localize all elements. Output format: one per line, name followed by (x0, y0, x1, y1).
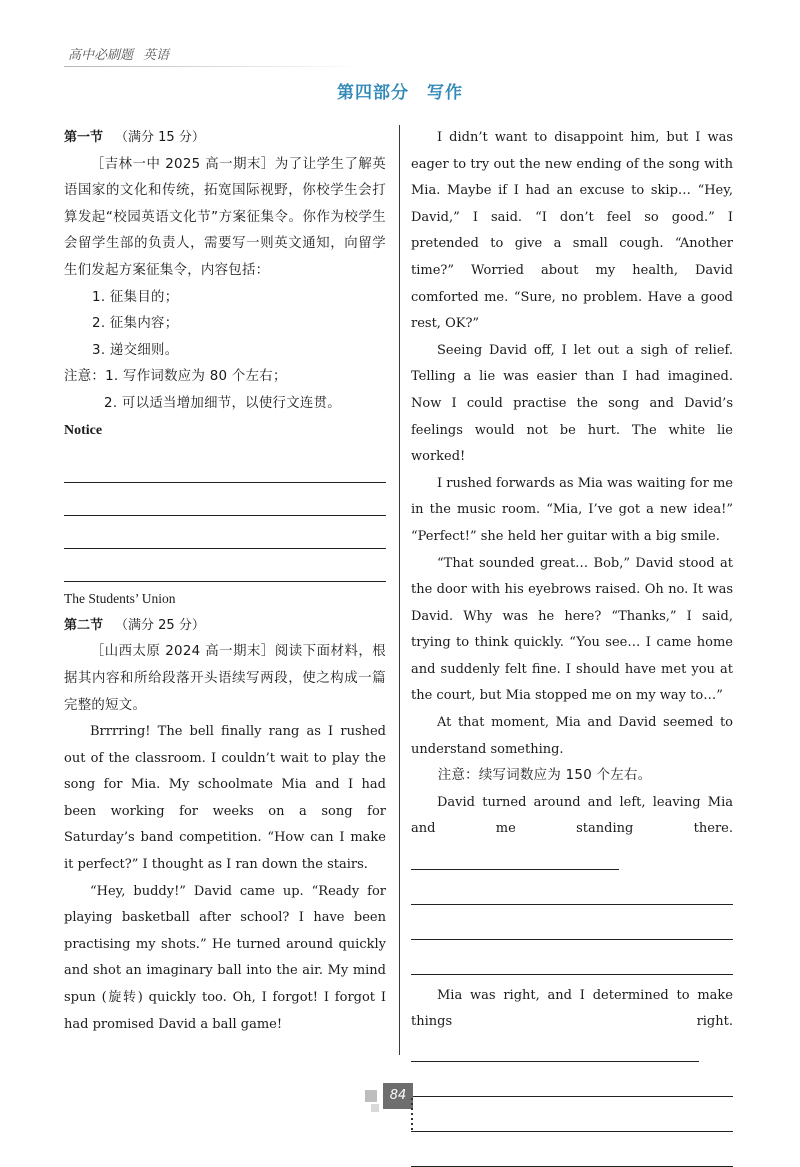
writing-line[interactable] (64, 549, 386, 582)
notice-signature: The Students’ Union (64, 591, 176, 607)
story-paragraph: I didn’t want to disappoint him, but I was eager to try out the new ending of the song with Mia. Maybe if I had an excuse to skip… “Hey, David,” I said. “I don’t feel so good.” I pretended to give a small cough. “Another time?” Worried about my health, David comforted me. “Sure, no problem. Have a good rest, OK?” (411, 130, 733, 332)
running-header (68, 44, 169, 63)
story-paragraph: At that moment, Mia and David seemed to understand something. (411, 715, 733, 757)
opening-1-text: David turned around and left, leaving Mia and me standing there. (411, 794, 733, 837)
section1-label: 第一节 (64, 130, 104, 145)
subject-label: 英语 (143, 48, 170, 63)
story-paragraph: “That sounded great… Bob,” David stood at the door with his eyebrows raised. Oh no. It was David. Why was he here? “Thanks,” I said, trying to think quickly. “You see… I came home and suddenly felt fine. I should have met you at the court, but Mia stopped me on my way to…” (411, 555, 733, 704)
header-rule (64, 66, 364, 67)
section2-label: 第二节 (64, 617, 104, 633)
book-title: 高中必刷题 (68, 48, 134, 63)
page-number: 84 (383, 1083, 413, 1109)
writing-line[interactable] (411, 1097, 733, 1132)
requirement-item-1: 1. 征集目的； (92, 289, 179, 305)
section1-note-1: 注意：1. 写作词数应为 80 个左右； (64, 369, 287, 385)
opening-2-text: Mia was right, and I determined to make things right. (411, 987, 733, 1030)
column-divider (399, 125, 400, 1055)
story-paragraph: Brrrring! The bell finally rang as I rushed out of the classroom. I couldn’t wait to play the song for Mia. My schoolmate Mia and I had been working for weeks on a song for Saturday’s band competition. “How can I make it perfect?” I thought as I ran down the stairs. (64, 724, 386, 873)
section1-score: （满分 15 分） (115, 130, 205, 145)
left-column (64, 125, 386, 1038)
inline-writing-blank[interactable] (411, 851, 619, 870)
writing-line[interactable] (64, 516, 386, 549)
decorative-dots (411, 1098, 413, 1130)
section2-prompt: ［山西太原 2024 高一期末］阅读下面材料，根据其内容和所给段落开头语续写两段，使之构成一篇完整的短文。 (64, 644, 386, 713)
section2-heading (64, 613, 386, 640)
story-paragraph: I rushed forwards as Mia was waiting for me in the music room. “Mia, I’ve got a new idea!” “Perfect!” she held her guitar with a big smile. (411, 475, 733, 544)
writing-line[interactable] (64, 450, 386, 483)
writing-line[interactable] (411, 1062, 733, 1097)
inline-writing-blank[interactable] (411, 1043, 699, 1062)
right-column (411, 125, 733, 1167)
writing-line[interactable] (64, 483, 386, 516)
requirement-item-2: 2. 征集内容； (92, 316, 179, 332)
writing-line[interactable] (411, 870, 733, 905)
writing-line[interactable] (411, 905, 733, 940)
section1-heading (64, 125, 386, 152)
decorative-square (365, 1090, 377, 1102)
decorative-square (371, 1104, 379, 1112)
continuation-note: 注意：续写词数应为 150 个左右。 (437, 768, 652, 784)
notice-writing-area[interactable] (64, 450, 386, 582)
writing-line[interactable] (411, 1132, 733, 1167)
writing-line[interactable] (411, 940, 733, 975)
spacer (411, 975, 733, 983)
section1-prompt: ［吉林一中 2025 高一期末］为了让学生了解英语国家的文化和传统，拓宽国际视野，你校学生会打算发起“校园英语文化节”方案征集令。你作为校学生会留学生部的负责人，需要写一则英文通知，向留学生们发起方案征集令，内容包括： (64, 156, 386, 278)
part-number: 第四部分 (337, 83, 409, 103)
section2-score: （满分 25 分） (115, 617, 205, 633)
opening-sentence-2 (411, 983, 733, 1063)
section1-note-2: 2. 可以适当增加细节，以使行文连贯。 (104, 395, 341, 411)
requirement-item-3: 3. 递交细则。 (92, 342, 179, 358)
opening-sentence-1 (411, 790, 733, 870)
story-paragraph: Seeing David off, I let out a sigh of relief. Telling a lie was easier than I had imagined. Now I could practise the song and David’s feelings would not be hurt. The white lie worked! (411, 342, 733, 465)
notice-title: Notice (64, 422, 103, 438)
part-name: 写作 (427, 83, 463, 103)
part-title (0, 78, 800, 103)
story-paragraph: “Hey, buddy!” David came up. “Ready for playing basketball after school? I have been practising my shots.” He turned around quickly and shot an imaginary ball into the air. My mind spun (旋转) quickly too. Oh, I forgot! I forgot I had promised David a ball game! (64, 883, 386, 1032)
